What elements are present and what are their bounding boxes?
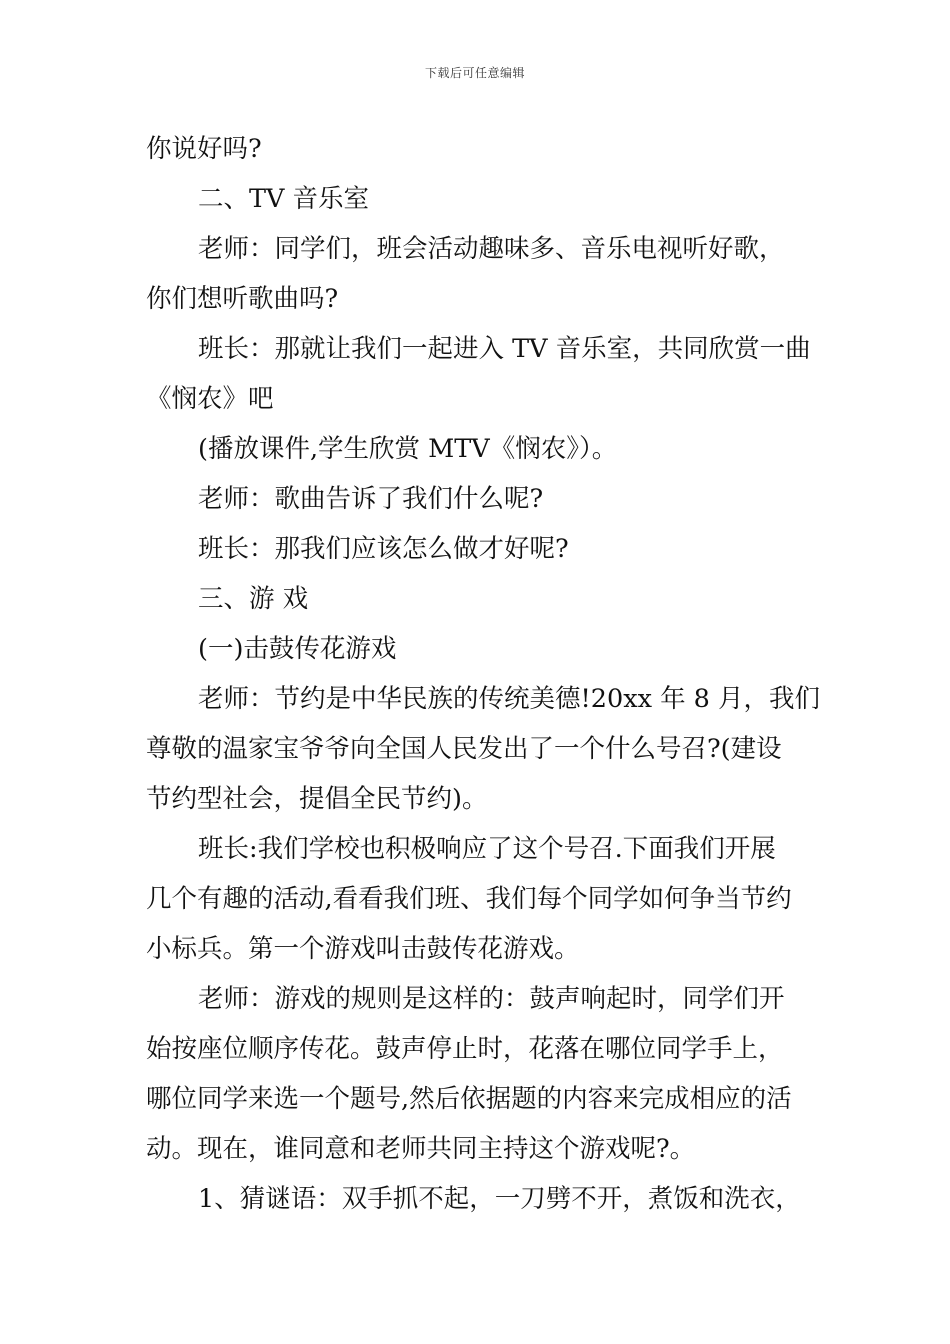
section-heading: 二、TV 音乐室 [198,184,370,214]
text-line: 班长：那我们应该怎么做才好呢? [198,534,569,564]
text-line: 节约型社会，提倡全民节约)。 [146,784,488,814]
text-line: 几个有趣的活动,看看我们班、我们每个同学如何争当节约 [146,884,792,914]
text-line: 老师：节约是中华民族的传统美德!20xx 年 8 月，我们 [198,684,820,714]
text-line: 动。现在，谁同意和老师共同主持这个游戏呢?。 [146,1134,696,1164]
page-header: 下载后可任意编辑 [424,66,525,80]
text-line: 老师：歌曲告诉了我们什么呢? [198,484,544,514]
text-line: 你们想听歌曲吗? [146,284,339,314]
text-line: 《悯农》吧 [146,384,274,414]
text-line: 哪位同学来选一个题号,然后依据题的内容来完成相应的活 [146,1084,792,1114]
text-line: 老师：同学们，班会活动趣味多、音乐电视听好歌， [198,234,785,264]
subsection-heading: (一)击鼓传花游戏 [198,634,397,664]
text-line: 始按座位顺序传花。鼓声停止时，花落在哪位同学手上， [146,1034,784,1064]
section-heading: 三、游 戏 [198,584,309,614]
document-body [146,124,820,1224]
text-line: 1、猜谜语：双手抓不起，一刀劈不开，煮饭和洗衣， [198,1184,801,1214]
text-line: 班长:我们学校也积极响应了这个号召.下面我们开展 [198,834,776,864]
text-line: (播放课件,学生欣赏 MTV《悯农》）。 [198,434,618,464]
text-line: 班长：那就让我们一起进入 TV 音乐室，共同欣赏一曲 [198,334,811,364]
text-line: 小标兵。第一个游戏叫击鼓传花游戏。 [146,934,580,964]
text-line: 你说好吗? [146,134,262,164]
text-line: 尊敬的温家宝爷爷向全国人民发出了一个什么号召?(建设 [146,734,782,764]
text-line: 老师：游戏的规则是这样的：鼓声响起时，同学们开 [198,984,785,1014]
